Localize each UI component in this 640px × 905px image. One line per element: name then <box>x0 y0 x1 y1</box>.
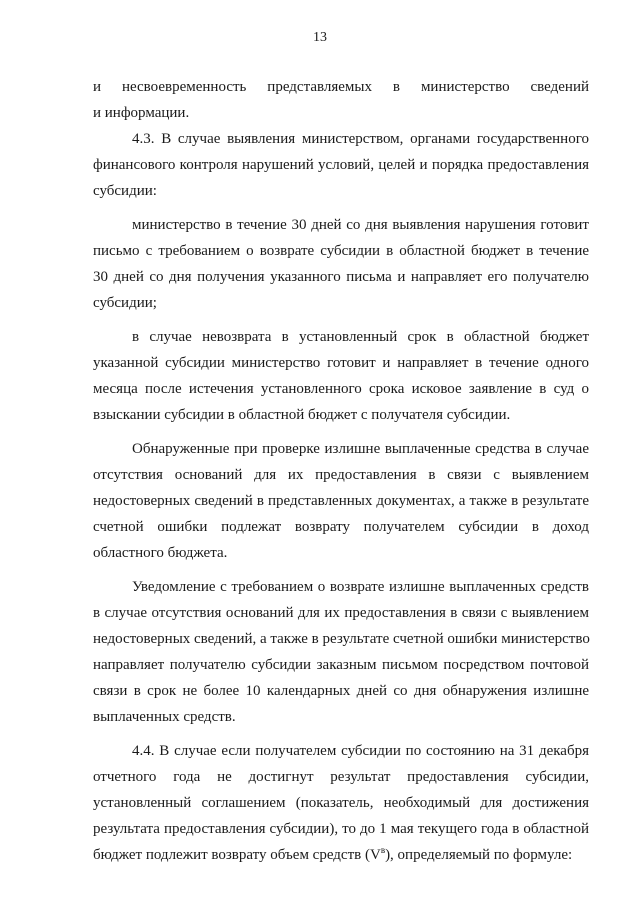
text-line: результата предоставления субсидии), то до 1 мая текущего года в областной <box>93 821 589 837</box>
text-line: письмо с требованием о возврате субсидии в областной бюджет в течение <box>93 243 589 259</box>
paragraph <box>93 436 589 566</box>
paragraph <box>93 212 589 316</box>
text-line: установленный соглашением (показатель, необходимый для достижения <box>93 795 589 811</box>
text-line: 30 дней со дня получения указанного письма и направляет его получателю <box>93 269 589 285</box>
text-fragment: ), определяемый по формуле: <box>385 847 573 863</box>
text-line: направляет получателю субсидии заказным письмом посредством почтовой <box>93 657 589 673</box>
text-line: министерство в течение 30 дней со дня выявления нарушения готовит <box>132 217 589 233</box>
page-number: 13 <box>313 30 327 45</box>
paragraph <box>93 126 589 204</box>
text-line: указанной субсидии министерство готовит и направляет в течение одного <box>93 355 589 371</box>
text-line: отчетного года не достигнут результат предоставления субсидии, <box>93 769 589 785</box>
text-line: в случае невозврата в установленный срок в областной бюджет <box>132 329 589 345</box>
text-line: 4.4. В случае если получателем субсидии по состоянию на 31 декабря <box>132 743 589 759</box>
text-line: Обнаруженные при проверке излишне выплаченные средства в случае <box>132 441 589 457</box>
text-line: недостоверных сведений, а также в результате счетной ошибки министерство <box>93 631 590 647</box>
text-line: счетной ошибки подлежат возврату получателем субсидии в доход <box>93 519 589 535</box>
text-line-formula-intro <box>93 842 589 868</box>
text-line: областного бюджета. <box>93 545 228 561</box>
paragraph <box>93 324 589 428</box>
text-line: финансового контроля нарушений условий, целей и порядка предоставления <box>93 157 589 173</box>
text-line: в случае отсутствия оснований для их предоставления в связи с выявлением <box>93 605 589 621</box>
text-line: и информации. <box>93 105 190 121</box>
text-line: субсидии: <box>93 183 157 199</box>
document-body <box>93 74 589 868</box>
text-line: отсутствия оснований для их предоставления в связи с выявлением <box>93 467 589 483</box>
text-line: выплаченных средств. <box>93 709 236 725</box>
paragraph <box>93 738 589 868</box>
text-line: месяца после истечения установленного срока исковое заявление в суд о <box>93 381 589 397</box>
text-line: 4.3. В случае выявления министерством, органами государственного <box>132 131 589 147</box>
text-line: Уведомление с требованием о возврате излишне выплаченных средств <box>132 579 589 595</box>
text-line: и несвоевременность представляемых в министерство сведений <box>93 79 589 95</box>
text-line: связи в срок не более 10 календарных дней со дня обнаружения излишне <box>93 683 589 699</box>
text-line: взыскании субсидии в областной бюджет с получателя субсидии. <box>93 407 511 423</box>
superscript: в <box>380 845 386 855</box>
text-line: недостоверных сведений в представленных документах, а также в результате <box>93 493 589 509</box>
paragraph <box>93 574 589 730</box>
text-line: субсидии; <box>93 295 157 311</box>
paragraph <box>93 74 589 126</box>
text-fragment: бюджет подлежит возврату объем средств (V <box>93 847 381 863</box>
